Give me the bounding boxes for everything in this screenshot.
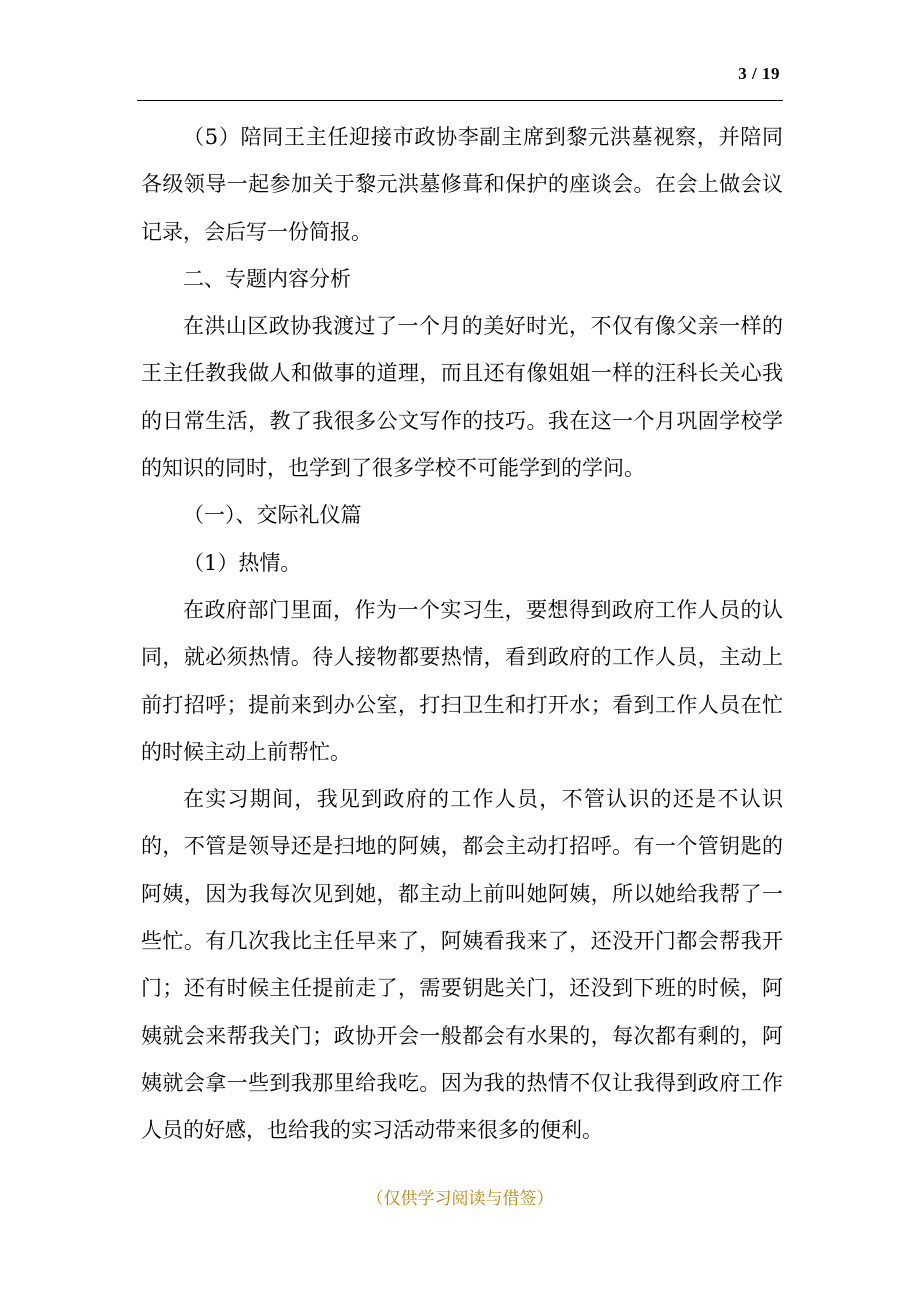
- document-body: [141, 114, 783, 1155]
- header-divider: [137, 100, 783, 101]
- section-heading-topic-analysis: 二、专题内容分析: [183, 266, 351, 291]
- page-number: 3 / 19: [738, 64, 780, 83]
- paragraph-enthusiasm-2: 在实习期间，我见到政府的工作人员，不管认识的还是不认识的，不管是领导还是扫地的阿姨，都会主动打招呼。有一个管钥匙的阿姨，因为我每次见到她，都主动上前叫她阿姨，所以她给我帮了一些忙。有几次我比主任早来了，阿姨看我来了，还没开门都会帮我开门；还有时候主任提前走了，需要钥匙关门，还没到下班的时候，阿姨就会来帮我关门；政协开会一般都会有水果的，每次都有剩的，阿姨就会拿一些到我那里给我吃。因为我的热情不仅让我得到政府工作人员的好感，也给我的实习活动带来很多的便利。: [141, 787, 783, 1143]
- paragraph-intro: 在洪山区政协我渡过了一个月的美好时光，不仅有像父亲一样的王主任教我做人和做事的道理，而且还有像姐姐一样的汪科长关心我的日常生活，教了我很多公文写作的技巧。我在这一个月巩固学校学的知识的同时，也学到了很多学校不可能学到的学问。: [141, 314, 783, 481]
- item-heading-enthusiasm: （1）热情。: [183, 550, 302, 575]
- paragraph-activity-5: （5）陪同王主任迎接市政协李副主席到黎元洪墓视察，并陪同各级领导一起参加关于黎元洪墓修葺和保护的座谈会。在会上做会议记录，会后写一份简报。: [141, 125, 783, 244]
- subsection-heading-etiquette: （一）、交际礼仪篇: [183, 503, 362, 528]
- footer-note: （仅供学习阅读与借签）: [366, 1189, 554, 1209]
- paragraph-enthusiasm-1: 在政府部门里面，作为一个实习生，要想得到政府工作人员的认同，就必须热情。待人接物都要热情，看到政府的工作人员，主动上前打招呼；提前来到办公室，打扫卫生和打开水；看到工作人员在忙的时候主动上前帮忙。: [141, 597, 783, 764]
